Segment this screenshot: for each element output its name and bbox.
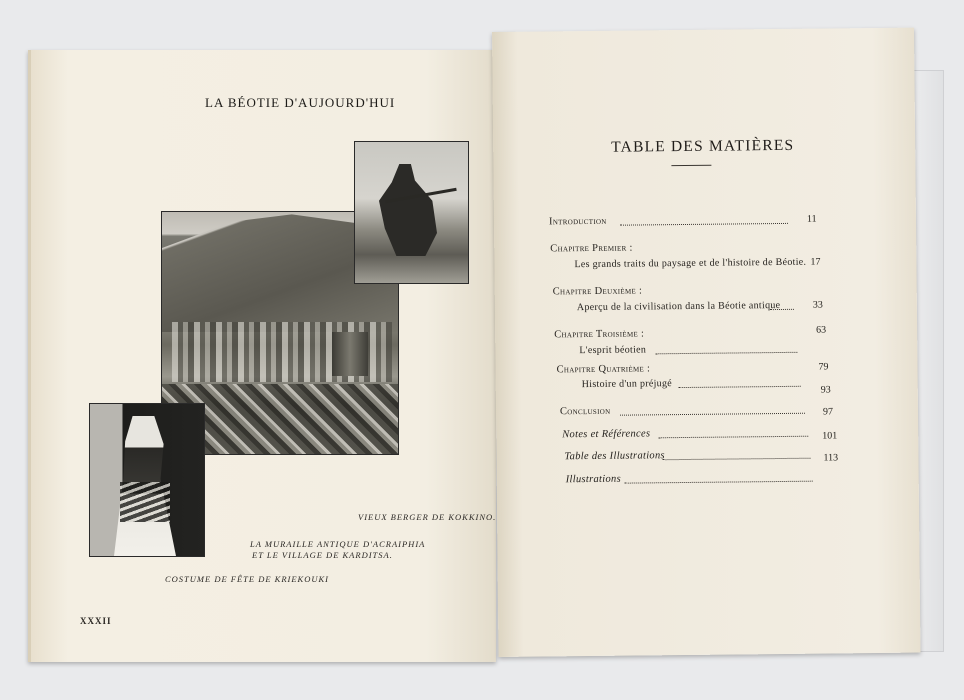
right-page [492, 28, 921, 657]
toc-entry-page: 79 [818, 361, 829, 373]
toc-entry-page: 33 [812, 299, 823, 311]
toc-entry-label: Introduction [548, 215, 607, 228]
toc-leader-dots [658, 435, 808, 439]
caption-berger: VIEUX BERGER DE KOKKINO. [358, 512, 497, 522]
toc-entry-label: Chapitre Quatrième : [556, 363, 651, 376]
left-page-title: LA BÉOTIE D'AUJOURD'HUI [205, 95, 396, 110]
costume-photo [90, 404, 204, 556]
toc-leader-dots [625, 480, 813, 484]
toc-leader-dots [679, 385, 801, 388]
costume-stripes [120, 482, 170, 522]
toc-leader-dots [655, 351, 797, 354]
toc-entry-page: 97 [822, 406, 834, 418]
toc-title: TABLE DES MATIÈRES [611, 136, 795, 156]
shepherd-photo [355, 142, 468, 283]
toc-entry-page: 63 [816, 324, 827, 336]
toc-entry-page: 17 [810, 256, 821, 268]
toc-title-rule [671, 165, 711, 166]
toc-leader-dots [662, 457, 810, 461]
toc-entry-label: Conclusion [559, 405, 611, 418]
toc-entry-label: Notes et Références [562, 428, 651, 441]
toc-entry-label: Les grands traits du paysage et de l'histoire de Béotie. [574, 256, 807, 271]
toc-leader-dots [770, 308, 794, 310]
toc-entry-label: Histoire d'un préjugé [581, 378, 673, 391]
toc-entry-page: 101 [822, 430, 838, 442]
toc-entry-label: L'esprit béotien [579, 344, 647, 357]
caption-costume: COSTUME DE FÊTE DE KRIEKOUKI [165, 574, 329, 584]
toc-entry-label: Chapitre Troisième : [554, 328, 645, 341]
toc-entry-page: 93 [820, 384, 831, 396]
toc-entry-page: 11 [806, 213, 817, 225]
page-folio: XXXII [80, 616, 112, 626]
shepherd-figure [379, 164, 437, 256]
toc-entry-page: 113 [823, 452, 839, 464]
toc-entry-label: Chapitre Premier : [550, 242, 633, 255]
toc-entry-label: Table des Illustrations [564, 450, 665, 463]
toc-leader-dots [620, 222, 788, 226]
caption-muraille [250, 539, 430, 561]
toc-entry-label: Aperçu de la civilisation dans la Béotie antique [576, 299, 781, 314]
caption-muraille-line1: LA MURAILLE ANTIQUE D'ACRAIPHIA [250, 539, 426, 549]
toc-entry-label: Chapitre Deuxième : [552, 285, 643, 298]
caption-muraille-line2: ET LE VILLAGE DE KARDITSA. [252, 550, 393, 560]
toc-leader-dots [620, 412, 805, 416]
ancient-wall-shape [332, 332, 368, 376]
toc-entry-label: Illustrations [565, 473, 621, 486]
